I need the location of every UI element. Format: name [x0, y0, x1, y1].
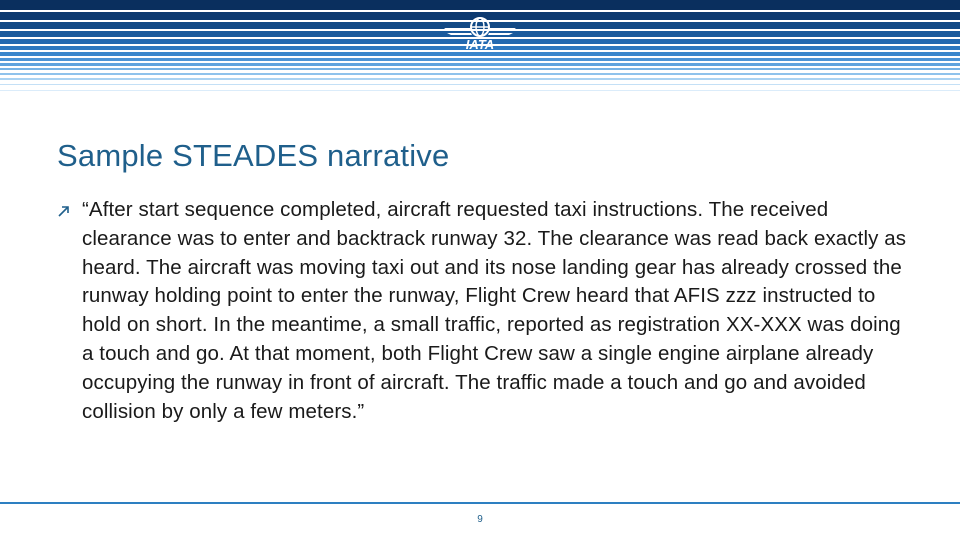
- narrative-text: “After start sequence completed, aircraft requested taxi instructions. The received clearance was to enter and backtrack runway 32. The clearance was read back exactly as heard. The aircraft was moving taxi out and its nose landing gear has already crossed the runway holding point to enter the runway, Flight Crew heard that AFIS zzz instructed to hold on short. In the meantime, a small traffic, reported as registration XX-XXX was doing a touch and go. At that moment, both Flight Crew saw a single engine airplane already occupying the runway in front of aircraft. The traffic made a touch and go and avoided collision by only a few meters.”: [82, 198, 907, 423]
- header-banner: [0, 0, 960, 100]
- slide-title: Sample STEADES narrative: [57, 138, 450, 173]
- iata-logo: [440, 12, 520, 52]
- logo-text: IATA: [465, 37, 495, 52]
- footer-divider: [0, 502, 960, 504]
- diagonal-arrow-icon: [57, 204, 71, 218]
- page-number: 9: [477, 514, 483, 525]
